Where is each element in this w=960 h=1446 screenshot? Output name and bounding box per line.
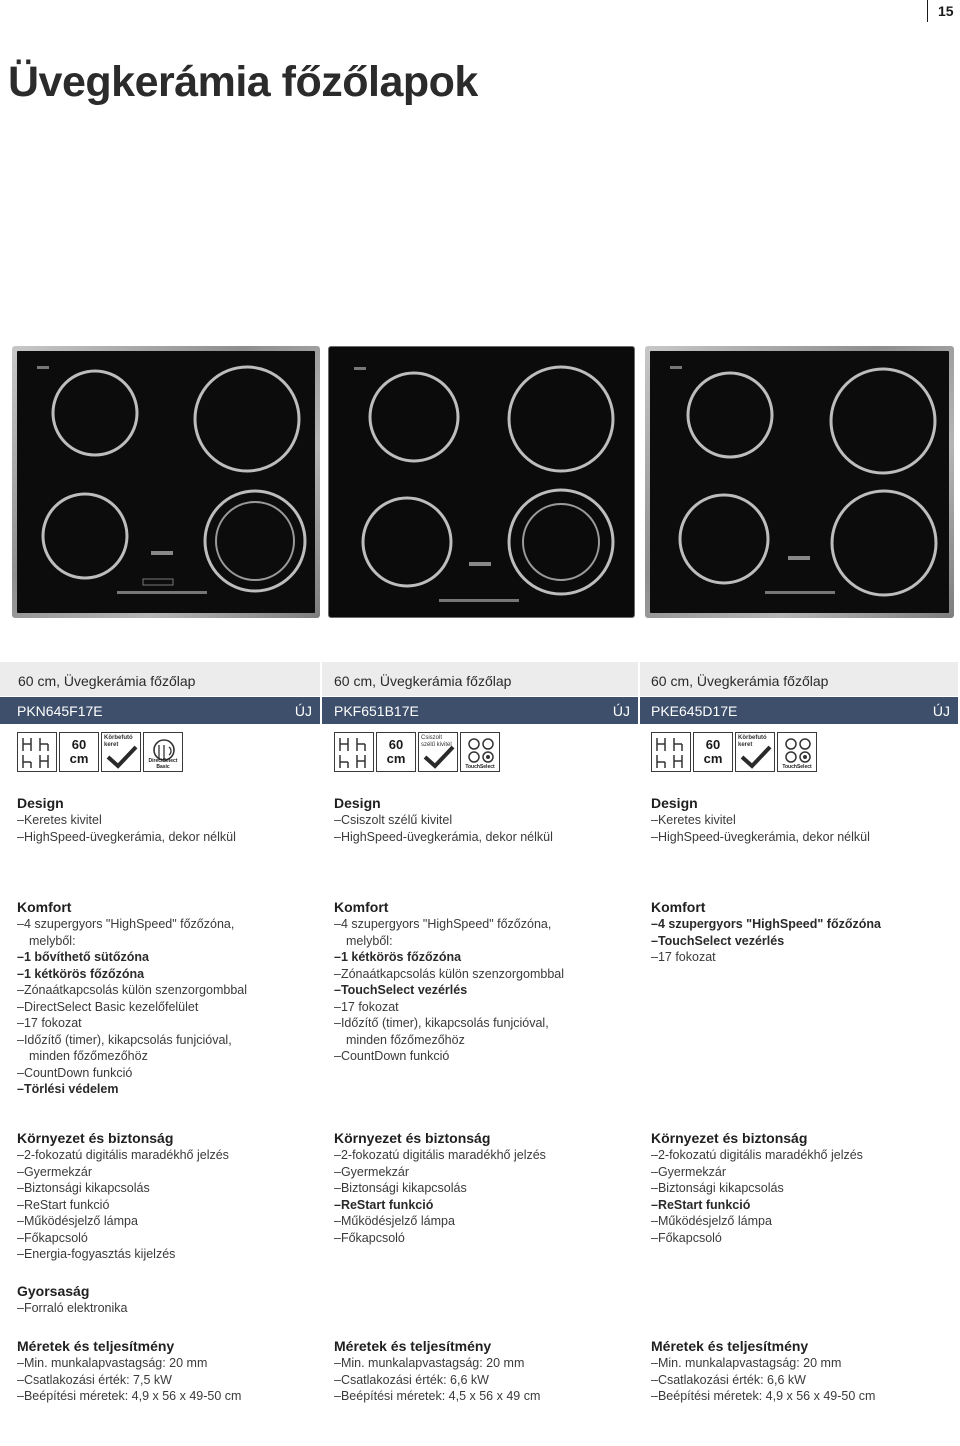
size-60cm-icon: 60 cm — [693, 732, 733, 772]
list-item: – Csatlakozási érték: 7,5 kW — [17, 1372, 317, 1389]
section-title: Komfort — [17, 899, 72, 915]
list-item: – Min. munkalapvastagság: 20 mm — [651, 1355, 951, 1372]
model-bar-2 — [322, 697, 638, 724]
list-item: – TouchSelect vezérlés — [651, 933, 951, 950]
cooktop-image-pke645d17e — [645, 346, 954, 618]
new-badge: ÚJ — [294, 703, 312, 719]
section-title: Méretek és teljesítmény — [17, 1338, 175, 1354]
list-item: – 1 kétkörös főzőzóna — [17, 966, 317, 983]
frame-check-icon: Körbefutó keret — [735, 732, 775, 772]
list-item: – 2-fokozatú digitális maradékhő jelzés — [334, 1147, 634, 1164]
model-name: PKF651B17E — [334, 703, 419, 719]
komfort-section-2 — [334, 899, 634, 1065]
cooktop-image-pkf651b17e — [328, 346, 635, 618]
section-title: Design — [651, 795, 698, 811]
page-title: Üvegkerámia főzőlapok — [8, 58, 478, 106]
model-bar-1 — [0, 697, 320, 724]
highspeed-icon — [651, 732, 691, 772]
list-item: – Keretes kivitel — [17, 812, 317, 829]
dimensions-section-2 — [334, 1338, 634, 1405]
list-item: – 17 fokozat — [17, 1015, 317, 1032]
section-title: Design — [17, 795, 64, 811]
list-item: – DirectSelect Basic kezelőfelület — [17, 999, 317, 1016]
environment-section-3 — [651, 1130, 951, 1246]
feature-icons-1 — [17, 732, 217, 772]
komfort-section-1 — [17, 899, 317, 1098]
page-number: 15 — [927, 0, 954, 22]
list-item: – 1 kétkörös főzőzóna — [334, 949, 634, 966]
list-item-continuation: minden főzőmezőhöz — [29, 1049, 148, 1063]
list-item: – Csiszolt szélű kivitel — [334, 812, 634, 829]
new-badge: ÚJ — [612, 703, 630, 719]
list-item: – Csatlakozási érték: 6,6 kW — [651, 1372, 951, 1389]
list-item: – 4 szupergyors "HighSpeed" főzőzóna, — [334, 916, 634, 933]
list-item: – Biztonsági kikapcsolás — [17, 1180, 317, 1197]
environment-section-1 — [17, 1130, 317, 1263]
feature-icons-3 — [651, 732, 851, 772]
list-item: – CountDown funkció — [334, 1048, 634, 1065]
frame-check-icon: Körbefutó keret — [101, 732, 141, 772]
dimensions-section-3 — [651, 1338, 951, 1405]
list-item: – Biztonsági kikapcsolás — [334, 1180, 634, 1197]
list-item-continuation: melyből: — [346, 933, 393, 948]
design-section-3 — [651, 795, 951, 845]
edge-check-icon: Csiszolt szélű kivitel — [418, 732, 458, 772]
list-item: – Működésjelző lámpa — [17, 1213, 317, 1230]
list-item: – ReStart funkció — [651, 1197, 951, 1214]
highspeed-icon — [17, 732, 57, 772]
list-item: – Csatlakozási érték: 6,6 kW — [334, 1372, 634, 1389]
product-heading-3: 60 cm, Üvegkerámia főzőlap — [640, 662, 958, 696]
dimensions-section-1 — [17, 1338, 317, 1405]
model-bar-3 — [640, 697, 958, 724]
size-60cm-icon: 60 cm — [59, 732, 99, 772]
list-item: – Min. munkalapvastagság: 20 mm — [17, 1355, 317, 1372]
list-item: – 17 fokozat — [651, 949, 951, 966]
list-item-continuation: minden főzőmezőhöz — [346, 1032, 465, 1047]
list-item: – Gyermekzár — [17, 1164, 317, 1181]
section-title: Design — [334, 795, 381, 811]
section-title: Komfort — [334, 899, 389, 915]
list-item: – Min. munkalapvastagság: 20 mm — [334, 1355, 634, 1372]
komfort-section-3 — [651, 899, 951, 966]
section-title: Gyorsaság — [17, 1283, 90, 1299]
section-title: Komfort — [651, 899, 706, 915]
list-item: – Zónaátkapcsolás külön szenzorgombbal — [334, 966, 634, 983]
list-item: – 2-fokozatú digitális maradékhő jelzés — [17, 1147, 317, 1164]
highspeed-icon — [334, 732, 374, 772]
list-item: – ReStart funkció — [17, 1197, 317, 1214]
list-item: – 4 szupergyors "HighSpeed" főzőzóna, — [17, 916, 317, 933]
cooktop-image-pkn645f17e — [12, 346, 320, 618]
touchselect-icon: TouchSelect — [777, 732, 817, 772]
list-item-continuation: melyből: — [29, 933, 76, 948]
directselect-icon: DirectSelect Basic — [143, 732, 183, 772]
list-item: – Beépítési méretek: 4,5 x 56 x 49 cm — [334, 1388, 634, 1405]
list-item: – Forraló elektronika — [17, 1300, 317, 1317]
list-item: – Gyermekzár — [651, 1164, 951, 1181]
size-60cm-icon: 60 cm — [376, 732, 416, 772]
speed-section-1 — [17, 1283, 317, 1317]
model-name: PKN645F17E — [17, 703, 103, 719]
list-item: – Működésjelző lámpa — [651, 1213, 951, 1230]
list-item: – Beépítési méretek: 4,9 x 56 x 49-50 cm — [17, 1388, 317, 1405]
section-title: Környezet és biztonság — [651, 1130, 808, 1146]
list-item: – Időzítő (timer), kikapcsolás funjcióval, — [17, 1032, 317, 1049]
product-heading-2: 60 cm, Üvegkerámia főzőlap — [322, 662, 638, 696]
list-item: – Főkapcsoló — [334, 1230, 634, 1247]
list-item: – HighSpeed-üvegkerámia, dekor nélkül — [334, 829, 634, 846]
touchselect-icon: TouchSelect — [460, 732, 500, 772]
list-item: – 2-fokozatú digitális maradékhő jelzés — [651, 1147, 951, 1164]
environment-section-2 — [334, 1130, 634, 1246]
section-title: Méretek és teljesítmény — [334, 1338, 492, 1354]
new-badge: ÚJ — [932, 703, 950, 719]
product-heading-1: 60 cm, Üvegkerámia főzőlap — [0, 662, 320, 696]
list-item: – 17 fokozat — [334, 999, 634, 1016]
list-item: – Törlési védelem — [17, 1081, 317, 1098]
list-item: – Keretes kivitel — [651, 812, 951, 829]
list-item: – Főkapcsoló — [17, 1230, 317, 1247]
list-item: – CountDown funkció — [17, 1065, 317, 1082]
list-item: – Időzítő (timer), kikapcsolás funjcióval, — [334, 1015, 634, 1032]
model-name: PKE645D17E — [651, 703, 738, 719]
design-section-2 — [334, 795, 634, 845]
list-item: – Főkapcsoló — [651, 1230, 951, 1247]
list-item: – ReStart funkció — [334, 1197, 634, 1214]
list-item: – Beépítési méretek: 4,9 x 56 x 49-50 cm — [651, 1388, 951, 1405]
list-item: – TouchSelect vezérlés — [334, 982, 634, 999]
list-item: – Működésjelző lámpa — [334, 1213, 634, 1230]
list-item: – Zónaátkapcsolás külön szenzorgombbal — [17, 982, 317, 999]
list-item: – HighSpeed-üvegkerámia, dekor nélkül — [17, 829, 317, 846]
list-item: – 1 bővíthető sütőzóna — [17, 949, 317, 966]
section-title: Környezet és biztonság — [334, 1130, 491, 1146]
design-section-1 — [17, 795, 317, 845]
list-item: – Energia-fogyasztás kijelzés — [17, 1246, 317, 1263]
list-item: – Gyermekzár — [334, 1164, 634, 1181]
feature-icons-2 — [334, 732, 534, 772]
section-title: Méretek és teljesítmény — [651, 1338, 809, 1354]
section-title: Környezet és biztonság — [17, 1130, 174, 1146]
list-item: – Biztonsági kikapcsolás — [651, 1180, 951, 1197]
list-item: – 4 szupergyors "HighSpeed" főzőzóna — [651, 916, 951, 933]
list-item: – HighSpeed-üvegkerámia, dekor nélkül — [651, 829, 951, 846]
